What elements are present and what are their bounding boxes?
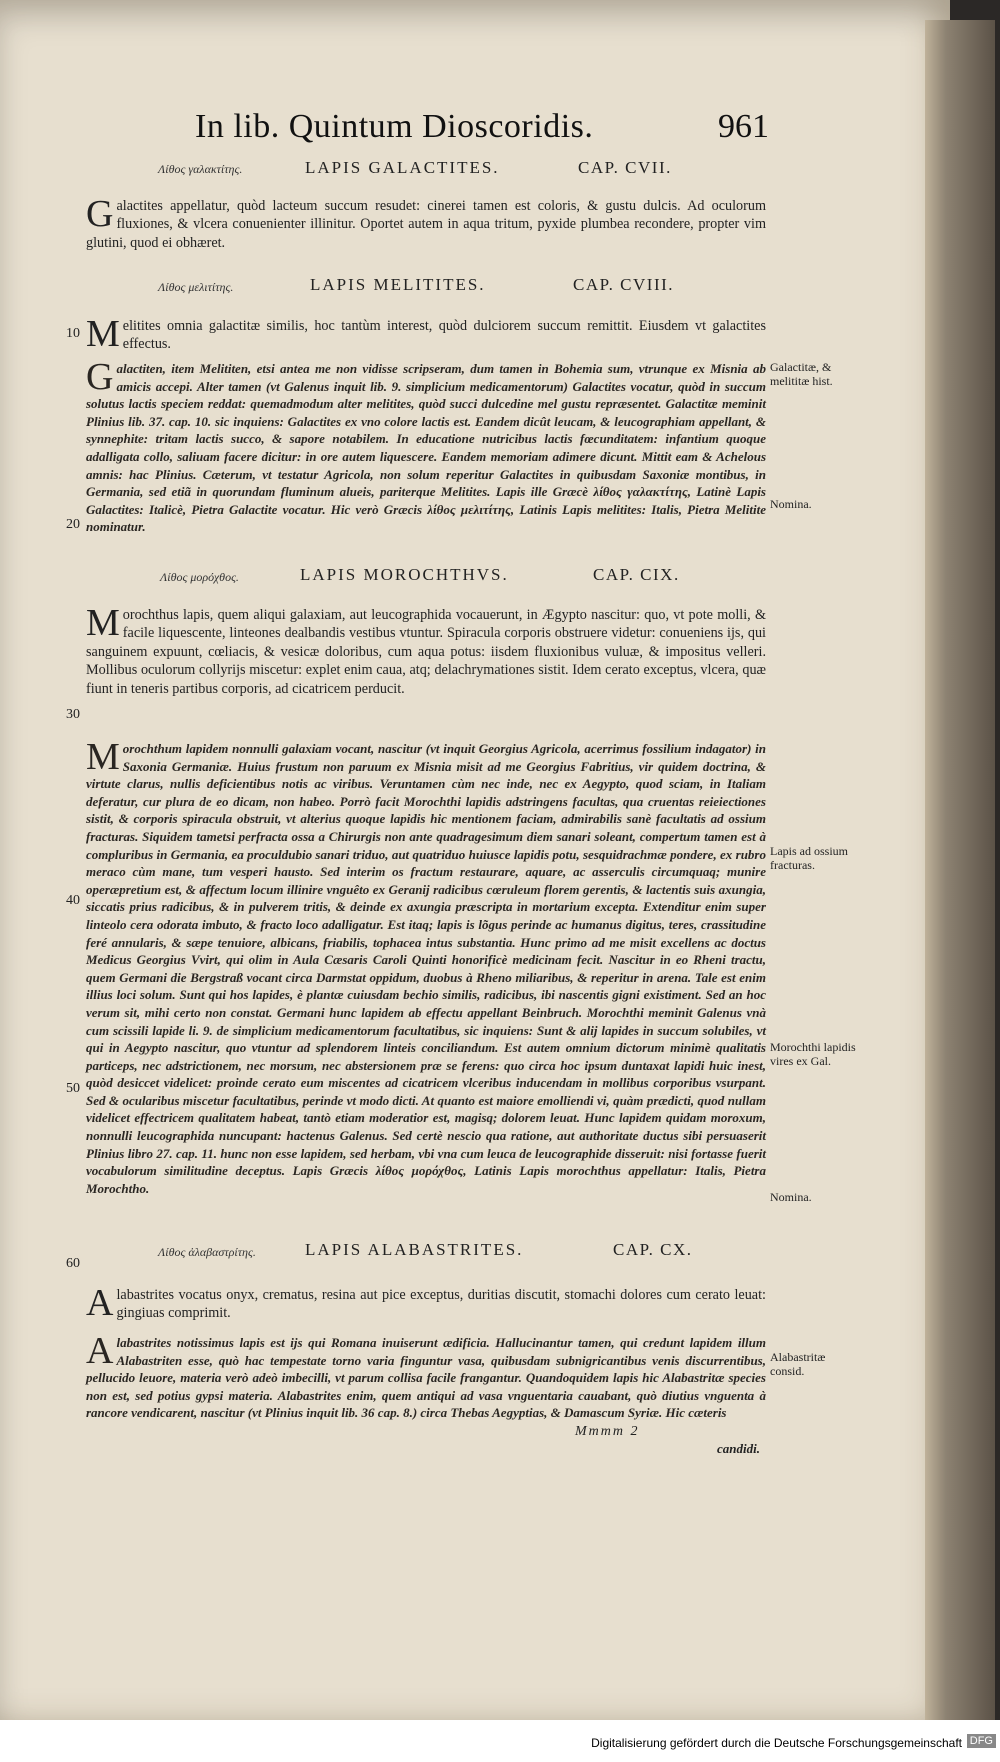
running-title: In lib. Quintum Dioscoridis.: [195, 108, 594, 145]
drop-cap: M: [86, 313, 120, 355]
margin-note-alabastritae: Alabastritæ consid.: [770, 1350, 826, 1378]
chapter-109-commentary: Morochthum lapidem nonnulli galaxiam vocant, nascitur (vt inquit Georgius Agricola, acerrimus fossilium indagator) in Saxonia Germaniæ. Huius frustum non paruum ex Misnia misit ad me Georgius Fabritius, vir quidem doctrina, & virtute clarus, nullis deficientibus notis ac viribus. Veruntamen cùm nec inde, nec ex Aegypto, quod sciam, in Italiam deferatur, cur plura de eo dicam, non habeo. Porrò facit Morochthi lapidis adstringens facultas, qua cruentas reieiectiones sistit, & corporis spiracula obstruit, vt alterius quoque lapidis hic mentionem faciam, admirabilis sanè facultatis ad ossium fracturas. Siquidem tametsi perfracta ossa a Chirurgis non ante quadragesimum diem sanari soleant, compertum tamen est à compluribus in Germania, ea proculdubio sanari triduo, aut quatriduo huiusce lapidis potu, sesquidrachmæ pondere, ex rubro meraco cùm mane, tum vesperi hausto. Sed interim os fractum restaurare, aquare, ac asserculis circumquaq; munire operæpretium est, & affectum locum illinire vnguêto ex Geranij radicibus cœruleum florem gerentis, & lactentis suis axungia, siccatis prius radicibus, & in pulverem tritis, & deinde ex axungia præscripta in mortarium excepta. Extenditur enim super linteolo cera odorata imbuto, & fracto loco adalligatur. Est itaq; lapis is lõgus perinde ac humanus digitus, teres, crassitudine feré annularis, & sæpe tenuiore, albicans, friabilis, tophacea intus substantia. Hunc primo ad me misit excellens ac doctus Medicus Georgius Vvirt, qui olim in Aula Cæsaris Caroli Quinti honorificè medicinam fecit. Nascitur in eo Rheni tractu, quem Germani die Bergstraß vocant circa Darmstat oppidum, duobus à Rheno miliaribus, & reperitur in arena. Tale est enim illius loci solum. Sunt qui hos lapides, è plantæ cuiusdam bechio similis, radicibus, ibi nascentis gigni existiment. Sed an hoc verum sit, mihi certo non constat. Germani hunc lapidem ab effectu appellant Beinbruch. Morochthi meminit Galenus vnà cum scissili lapide li. 9. de simplicium medicamentorum facultatibus, sic inquiens: Sunt & alij lapides in succum solubiles, vt qui in Aegypto nascitur, quo vtuntur ad splendorem linteis conciliandum. Est autem omnium dictorum minimè qualitatis particeps, nec adstrictionem, nec morsum, nec abstersionem præ se ferens: quo circa hoc ipsum duntaxat lapidi huic inest, quòd desiccet videlicet: proinde cerato eum miscentes ad cicatricem vlceribus inducendam in mollibus corporibus vsurpant. Sed & ocularibus miscetur facultatibus, perinde vt modo dicti. At quanto est maiore emolliendi vi, quàm prædicti, quod nullam videlicet effectricem qualitatem habeat, tantò etiam moderatior est, magisq; dolorem leuat. Hunc lapidem quidam moroxum, nonnulli leucographida nuncupant: hactenus Galenus. Sed certè nescio qua ratione, aut authoritate ductus sibi persuaserit Plinius libro 27. cap. 11. hunc non esse lapidem, sed herbam, vbi vna cum leuca de leucographide disseruit: nisi fortasse fuerit vocabulorum similitudine deceptus. Lapis Græcis λίθος μορόχθος, Latinis Lapis morochthus appellatur: Italis, Pietra Morochtho.: [86, 736, 766, 1196]
chapter-107-title: LAPIS GALACTITES.: [305, 158, 500, 177]
dfg-logo-icon: DFG: [967, 1734, 996, 1748]
drop-cap: M: [86, 736, 120, 778]
chapter-109-title: LAPIS MOROCHTHVS.: [300, 565, 509, 584]
page-number: 961: [718, 108, 769, 145]
chapter-110-title: LAPIS ALABASTRITES.: [305, 1240, 524, 1259]
chapter-108-greek: Λίθος μελιτίτης.: [158, 280, 234, 294]
line-number-10: 10: [66, 326, 80, 341]
line-number-30: 30: [66, 707, 80, 722]
margin-note-morochthi: Morochthi lapidis vires ex Gal.: [770, 1040, 856, 1068]
chapter-107-text: Galactites appellatur, quòd lacteum succum resudet: cinerei tamen est coloris, & gustu dulcis. Ad oculorum fluxiones, & vlcera conuenienter illinitur. Oportet autem in aqua tritum, pyxide plumbea recondere, propter vim glutini, quod ei obhæret.: [86, 193, 766, 251]
page-edge: [925, 20, 995, 1720]
chapter-110-commentary: Alabastrites notissimus lapis est ijs qui Romana inuiserunt ædificia. Hallucinantur tamen, qui credunt lapidem illum Alabastriten esse, quò hac tempestate torno varia finguntur vasa, quibusdam subnigricantibus venis discurrentibus, pellucido leuore, materia verò adeò imbecilli, vt parum collisa facile frangantur. Quandoquidem lapis hic Alabastritæ species non est, sed potius gypsi materia. Alabastrites enim, quem antiqui ad vasa vnguentaria cauabant, quò diutius vnguenta à rancore vendicarent, nascitur (vt Plinius inquit lib. 36 cap. 8.) circa Thebas Aegyptias, & Damascum Syriæ. Hic cæteris: [86, 1330, 766, 1421]
chapter-109-greek: Λίθος μορόχθος.: [160, 570, 239, 584]
margin-note-nomina-2: Nomina.: [770, 1190, 812, 1204]
margin-note-nomina-1: Nomina.: [770, 497, 812, 511]
drop-cap: A: [86, 1282, 114, 1324]
chapter-108-title: LAPIS MELITITES.: [310, 275, 486, 294]
signature-mark: Mmmm 2: [575, 1424, 640, 1439]
chapter-108-text: Melitites omnia galactitæ similis, hoc tantùm interest, quòd dulciorem succum remittit. Eiusdem vt galactites effectus.: [86, 313, 766, 355]
margin-note-galactitae: Galactitæ, & melititæ hist.: [770, 360, 833, 388]
digitization-credit: Digitalisierung gefördert durch die Deutsche Forschungsgemeinschaft: [591, 1736, 962, 1750]
chapter-107-greek: Λίθος γαλακτίτης.: [158, 162, 243, 176]
drop-cap: M: [86, 602, 120, 644]
line-number-60: 60: [66, 1256, 80, 1271]
line-number-20: 20: [66, 517, 80, 532]
chapter-107-cap: CAP. CVII.: [578, 158, 672, 177]
chapter-109-cap: CAP. CIX.: [593, 565, 680, 584]
line-number-40: 40: [66, 893, 80, 908]
footer-bar: [0, 1720, 1000, 1762]
drop-cap: G: [86, 356, 114, 398]
chapter-110-greek: Λίθος ἀλαβαστρίτης.: [158, 1245, 256, 1259]
chapter-110-cap: CAP. CX.: [613, 1240, 693, 1259]
drop-cap: G: [86, 193, 114, 235]
chapter-108-cap: CAP. CVIII.: [573, 275, 675, 294]
drop-cap: A: [86, 1330, 114, 1372]
line-number-50: 50: [66, 1081, 80, 1096]
margin-note-fracturas: Lapis ad ossium fracturas.: [770, 844, 848, 872]
chapter-109-text: Morochthus lapis, quem aliqui galaxiam, aut leucographida vocauerunt, in Ægypto nascitur: quo, vt pote molli, & facile liquescente, linteones dealbandis vestibus vtuntur. Spiracula corporis obstruere videtur: conueniens ijs, qui sanguinem expuunt, cœliacis, & vesicæ doloribus, cum aqua potus: iisdem fluxionibus vuluæ, & impositus velleri. Mollibus oculorum collyrijs miscetur: explet enim caua, atq; delachrymationes sistit. Idem cerato exceptus, vlcera, quæ fiunt in teneris partibus corporis, ad cicatricem perducit.: [86, 602, 766, 697]
catchword: candidi.: [717, 1441, 760, 1456]
chapter-108-commentary: Galactiten, item Melititen, etsi antea me non vidisse scripseram, dum tamen in Bohemia sum, vtrunque ex Misnia ab amicis accepi. Alter tamen (vt Galenus inquit lib. 9. simplicium medicamentorum) Galactites vocatur, quòd in succum solutus lactis speciem reddat: quemadmodum alter melitites, quòd succi dulcedine mel gustu repræsentet. Galactitæ meminit Plinius lib. 37. cap. 10. sic inquiens: Galactites ex vno colore lactis est. Eandem dicût leucam, & leucographiam appellant, & synnephite: tritam lactis succo, & sapore notabilem. In educatione nutricibus lactis fœcunditatem: infantium quoque adalligata collo, saliuam facere dicitur: in ore autem liquescere. Eandem memoriam adimere dicunt. Mittit eam & Achelous amnis: hac Plinius. Cæterum, vt testatur Agricola, non solum reperitur Galactites in quibusdam Saxoniæ montibus, in Germania, sed etiã in quorundam fluminum alueis, pariterque Melitites. Lapis ille Græcè λίθος γαλακτίτης, Latinè Lapis Galactites: Italicè, Pietra Galactite vocatur. Hic verò Græcis λίθος μελιτίτης, Latinis Lapis melitites: Italis, Pietra Melitite nominatur.: [86, 356, 766, 535]
chapter-110-text: Alabastrites vocatus onyx, crematus, resina aut pice exceptus, duritias discutit, stomachi dolores cum cerato leuat: gingiuas comprimit.: [86, 1282, 766, 1324]
